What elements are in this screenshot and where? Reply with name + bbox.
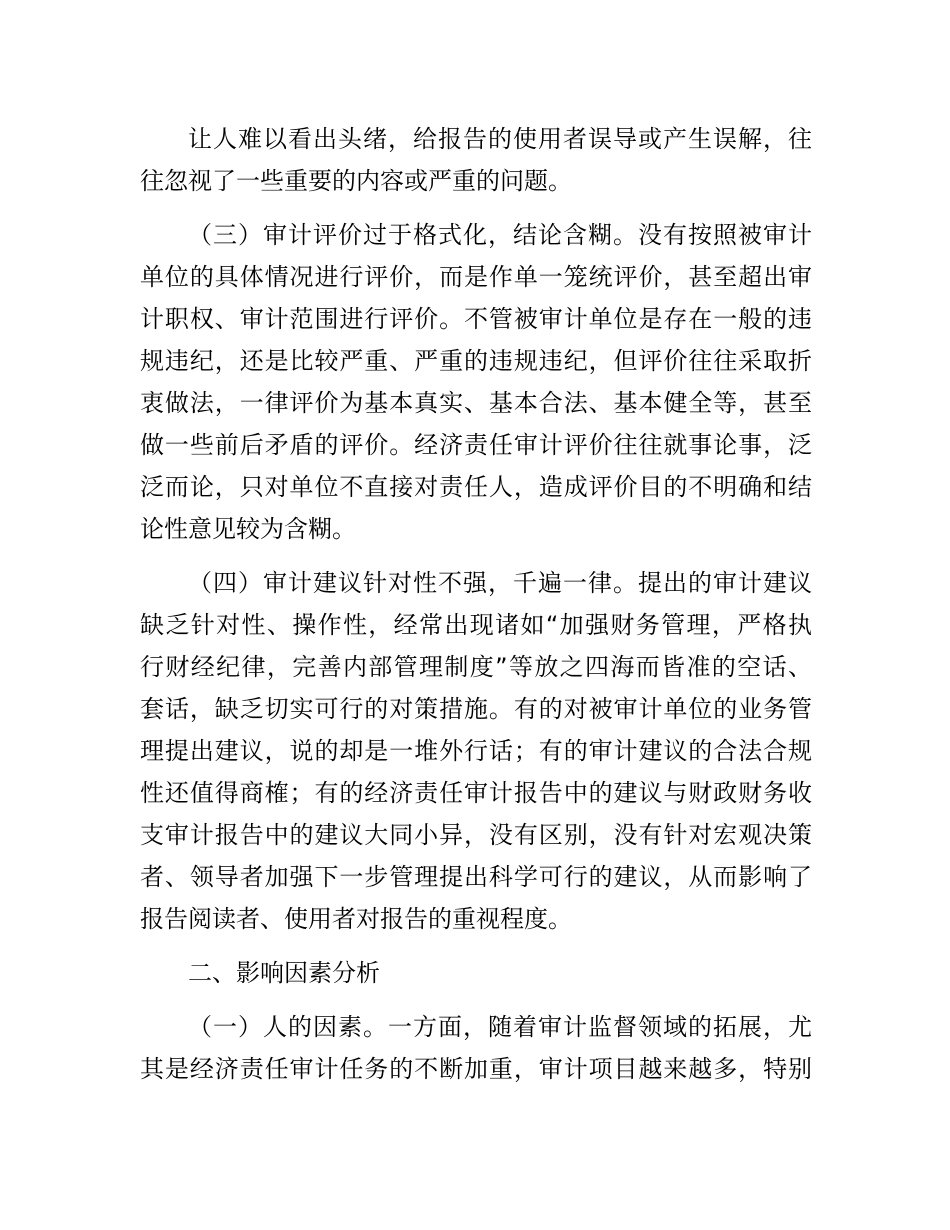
section-heading	[140, 952, 812, 994]
paragraph	[140, 214, 812, 550]
text-line: 报告阅读者、使用者对报告的重视程度。	[140, 905, 572, 933]
text-line: 论性意见较为含糊。	[140, 515, 356, 543]
paragraph	[140, 562, 812, 940]
text-line: 泛而论，只对单位不直接对责任人，造成评价目的不明确和结	[140, 473, 812, 501]
text-line: 其是经济责任审计任务的不断加重，审计项目越来越多，特别	[140, 1055, 812, 1083]
text-line: 让人难以看出头绪，给报告的使用者误导或产生误解，往	[188, 125, 812, 153]
paragraph	[140, 118, 812, 202]
text-line: 者、领导者加强下一步管理提出科学可行的建议，从而影响了	[140, 863, 812, 891]
text-line: 行财经纪律，完善内部管理制度”等放之四海而皆准的空话、	[140, 653, 812, 681]
text-line: 理提出建议，说的却是一堆外行话；有的审计建议的合法合规	[140, 737, 812, 765]
text-line: 衷做法，一律评价为基本真实、基本合法、基本健全等，甚至	[140, 389, 812, 417]
text-line: 套话，缺乏切实可行的对策措施。有的对被审计单位的业务管	[140, 695, 812, 723]
text-line: 单位的具体情况进行评价，而是作单一笼统评价，甚至超出审	[140, 263, 812, 291]
text-line: 性还值得商榷；有的经济责任审计报告中的建议与财政财务收	[140, 779, 812, 807]
paragraph	[140, 1006, 812, 1090]
text-line: 缺乏针对性、操作性，经常出现诸如“加强财务管理，严格执	[140, 611, 812, 639]
text-line: （一）人的因素。一方面，随着审计监督领域的拓展，尤	[188, 1013, 812, 1041]
text-line: 支审计报告中的建议大同小异，没有区别，没有针对宏观决策	[140, 821, 812, 849]
text-line: （三）审计评价过于格式化，结论含糊。没有按照被审计	[188, 221, 812, 249]
text-line: 规违纪，还是比较严重、严重的违规违纪，但评价往往采取折	[140, 347, 812, 375]
text-line: 计职权、审计范围进行评价。不管被审计单位是存在一般的违	[140, 305, 812, 333]
text-line: 做一些前后矛盾的评价。经济责任审计评价往往就事论事，泛	[140, 431, 812, 459]
document-body	[140, 118, 812, 1090]
heading-line: 二、影响因素分析	[188, 959, 380, 987]
text-line: 往忽视了一些重要的内容或严重的问题。	[140, 167, 572, 195]
text-line: （四）审计建议针对性不强，千遍一律。提出的审计建议	[188, 569, 812, 597]
